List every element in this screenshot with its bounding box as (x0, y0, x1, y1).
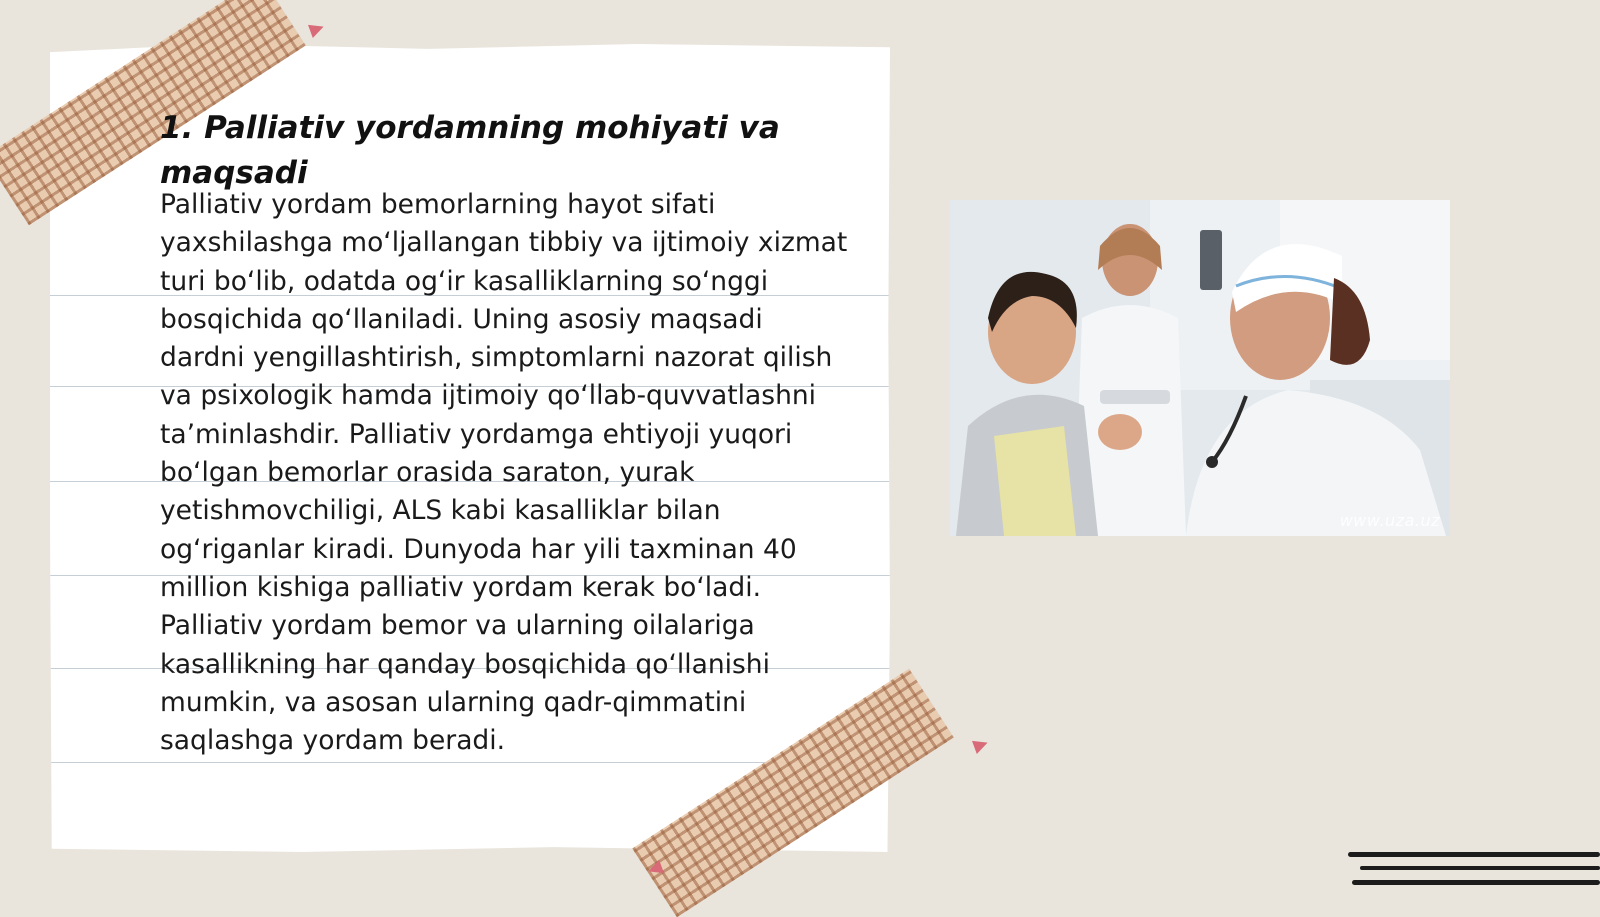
brush-stroke (1348, 852, 1600, 857)
slide-title: 1. Palliativ yordamning mohiyati va maqsadi (160, 110, 780, 191)
tape-tab (972, 736, 990, 754)
body-paragraph: Palliativ yordam bemorlarning hayot sifati yaxshilashga mo‘ljallangan tibbiy va ijtimoiy xizmat turi bo‘lib, odatda og‘ir kasalliklarning so‘nggi bosqichida qo‘llaniladi. Uning asosiy maqsadi dardni yengillashtirish, simptomlarni nazorat qilish va psixologik hamda ijtimoiy qo‘llab-quvvatlashni ta’minlashdir. Palliativ yordamga ehtiyoji yuqori bo‘lgan bemorlar orasida saraton, yurak yetishmovchiligi, ALS kabi kasalliklar bilan og‘riganlar kiradi. Dunyoda har yili taxminan 40 million kishiga palliativ yordam kerak bo‘ladi. Palliativ yordam bemor va ularning oilalariga kasallikning har qanday bosqichida qo‘llanishi mumkin, va asosan ularning qadr-qimmatini saqlashga yordam beradi. (160, 189, 848, 757)
photo-watermark: www.uza.uz (1339, 511, 1440, 530)
photo-illustration (950, 200, 1450, 536)
doctor-child-photo (950, 200, 1450, 536)
brush-stroke (1352, 880, 1600, 885)
brush-stroke (1360, 866, 1600, 870)
tape-tab (308, 20, 326, 38)
